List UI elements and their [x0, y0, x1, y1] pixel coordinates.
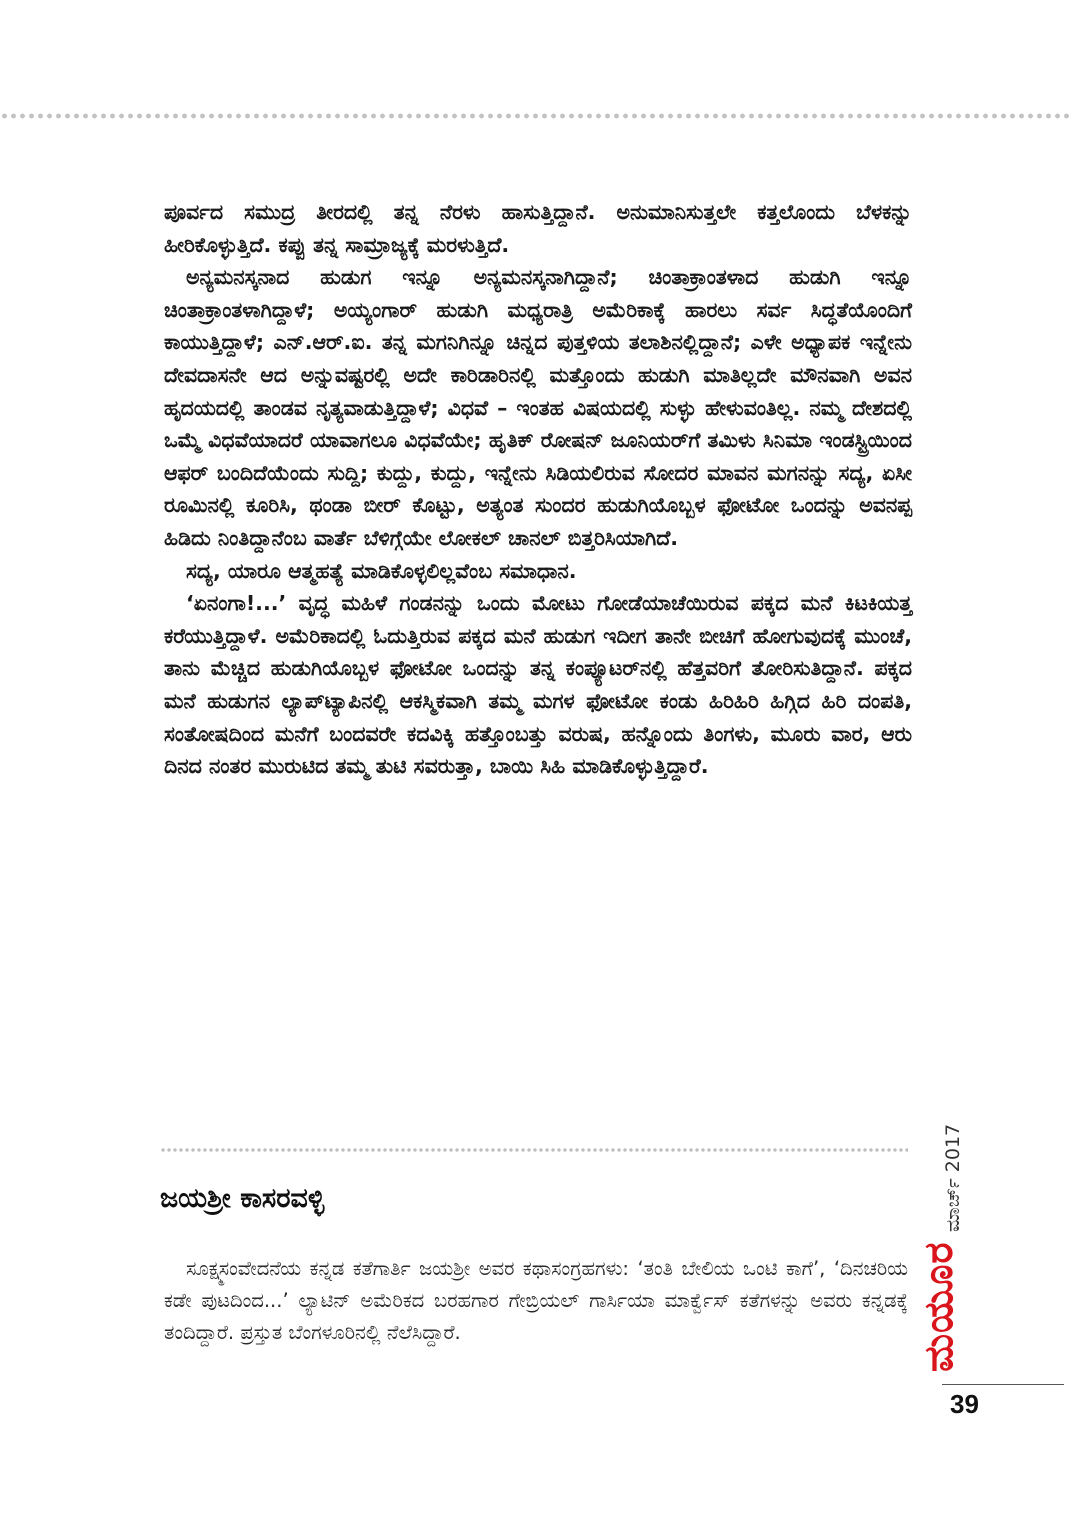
author-bio	[164, 1253, 908, 1349]
author-bio-text: ಸೂಕ್ಷ್ಮಸಂವೇದನೆಯ ಕನ್ನಡ ಕತೆಗಾರ್ತಿ ಜಯಶ್ರೀ ಅವರ ಕಥಾಸಂಗ್ರಹಗಳು: ‘ತಂತಿ ಬೇಲಿಯ ಒಂಟಿ ಕಾಗೆ’, ‘ದಿನಚರಿಯ ಕಡೇ ಪುಟದಿಂದ...’ ಲ್ಯಾಟಿನ್ ಅಮೆರಿಕದ ಬರಹಗಾರ ಗೇಬ್ರಿಯಲ್ ಗಾರ್ಸಿಯಾ ಮಾರ್ಕ್ವೆಸ್ ಕತೆಗಳನ್ನು ಅವರು ಕನ್ನಡಕ್ಕೆ ತಂದಿದ್ದಾರೆ. ಪ್ರಸ್ತುತ ಬೆಂಗಳೂರಿನಲ್ಲಿ ನೆಲೆಸಿದ್ದಾರೆ.	[164, 1257, 908, 1344]
magazine-logo: ಮಯೂರ	[916, 1241, 962, 1372]
issue-date: ಮಾರ್ಚ್ 2017	[942, 1123, 964, 1232]
page-number-rule	[942, 1384, 1064, 1385]
author-name: ಜಯಶ್ರೀ ಕಾಸರವಳ್ಳಿ	[160, 1183, 325, 1214]
article-paragraph: ಪೂರ್ವದ ಸಮುದ್ರ ತೀರದಲ್ಲಿ ತನ್ನ ನೆರಳು ಹಾಸುತ್ತಿದ್ದಾನೆ. ಅನುಮಾನಿಸುತ್ತಲೇ ಕತ್ತಲೊಂದು ಬೆಳಕನ್ನು ಹೀರಿಕೊಳ್ಳುತ್ತಿದೆ. ಕಪ್ಪು ತನ್ನ ಸಾಮ್ರಾಜ್ಯಕ್ಕೆ ಮರಳುತ್ತಿದೆ.	[164, 200, 912, 257]
author-dotted-divider	[160, 1147, 908, 1153]
page-number: 39	[950, 1389, 979, 1419]
article-paragraph: ಸದ್ಯ, ಯಾರೂ ಆತ್ಮಹತ್ಯೆ ಮಾಡಿಕೊಳ್ಳಲಿಲ್ಲವೆಂಬ ಸಮಾಧಾನ.	[186, 558, 577, 583]
article-body	[164, 196, 912, 783]
top-dotted-divider	[0, 112, 1072, 120]
article-paragraph: ಅನ್ಯಮನಸ್ಕನಾದ ಹುಡುಗ ಇನ್ನೂ ಅನ್ಯಮನಸ್ಕನಾಗಿದ್ದಾನೆ; ಚಿಂತಾಕ್ರಾಂತಳಾದ ಹುಡುಗಿ ಇನ್ನೂ ಚಿಂತಾಕ್ರಾಂತಳಾಗಿದ್ದಾಳೆ; ಅಯ್ಯಂಗಾರ್ ಹುಡುಗಿ ಮಧ್ಯರಾತ್ರಿ ಅಮೆರಿಕಾಕ್ಕೆ ಹಾರಲು ಸರ್ವ ಸಿದ್ಧತೆಯೊಂದಿಗೆ ಕಾಯುತ್ತಿದ್ದಾಳೆ; ಎನ್.ಆರ್.ಐ. ತನ್ನ ಮಗನಿಗಿನ್ನೂ ಚಿನ್ನದ ಪುತ್ತಳಿಯ ತಲಾಶಿನಲ್ಲಿದ್ದಾನೆ; ಎಳೇ ಅಧ್ಯಾಪಕ ಇನ್ನೇನು ದೇವದಾಸನೇ ಆದ ಅನ್ನುವಷ್ಟರಲ್ಲಿ ಅದೇ ಕಾರಿಡಾರಿನಲ್ಲಿ ಮತ್ತೊಂದು ಹುಡುಗಿ ಮಾತಿಲ್ಲದೇ ಮೌನವಾಗಿ ಅವನ ಹೃದಯದಲ್ಲಿ ತಾಂಡವ ನೃತ್ಯವಾಡುತ್ತಿದ್ದಾಳೆ; ವಿಧವೆ – ಇಂತಹ ವಿಷಯದಲ್ಲಿ ಸುಳ್ಳು ಹೇಳುವಂತಿಲ್ಲ. ನಮ್ಮ ದೇಶದಲ್ಲಿ ಒಮ್ಮೆ ವಿಧವೆಯಾದರೆ ಯಾವಾಗಲೂ ವಿಧವೆಯೇ; ಹೃತಿಕ್ ರೋಷನ್ ಜೂನಿಯರ್‌ಗೆ ತಮಿಳು ಸಿನಿಮಾ ಇಂಡಸ್ಟ್ರಿಯಿಂದ ಆಫರ್ ಬಂದಿದೆಯೆಂದು ಸುದ್ದಿ; ಕುದ್ದು, ಕುದ್ದು, ಇನ್ನೇನು ಸಿಡಿಯಲಿರುವ ಸೋದರ ಮಾವನ ಮಗನನ್ನು ಸದ್ಯ, ಏಸೀ ರೂಮಿನಲ್ಲಿ ಕೂರಿಸಿ, ಥಂಡಾ ಬೀರ್ ಕೊಟ್ಟು, ಅತ್ಯಂತ ಸುಂದರ ಹುಡುಗಿಯೊಬ್ಬಳ ಫೋಟೋ ಒಂದನ್ನು ಅವನಪ್ಪ ಹಿಡಿದು ನಿಂತಿದ್ದಾನೆಂಬ ವಾರ್ತೆ ಬೆಳಿಗ್ಗೆಯೇ ಲೋಕಲ್ ಚಾನಲ್ ಬಿತ್ತರಿಸಿಯಾಗಿದೆ.	[164, 265, 912, 550]
article-paragraph: ‘ಏನಂಗಾ!...’ ವೃದ್ಧ ಮಹಿಳೆ ಗಂಡನನ್ನು ಒಂದು ಮೋಟು ಗೋಡೆಯಾಚೆಯಿರುವ ಪಕ್ಕದ ಮನೆ ಕಿಟಕಿಯತ್ತ ಕರೆಯುತ್ತಿದ್ದಾಳೆ. ಅಮೆರಿಕಾದಲ್ಲಿ ಓದುತ್ತಿರುವ ಪಕ್ಕದ ಮನೆ ಹುಡುಗ ಇದೀಗ ತಾನೇ ಬೀಚಿಗೆ ಹೋಗುವುದಕ್ಕೆ ಮುಂಚೆ, ತಾನು ಮೆಚ್ಚಿದ ಹುಡುಗಿಯೊಬ್ಬಳ ಫೋಟೋ ಒಂದನ್ನು ತನ್ನ ಕಂಪ್ಯೂಟರ್‌ನಲ್ಲಿ ಹೆತ್ತವರಿಗೆ ತೋರಿಸುತಿದ್ದಾನೆ. ಪಕ್ಕದ ಮನೆ ಹುಡುಗನ ಲ್ಯಾಪ್‌ಟ್ಯಾಪಿನಲ್ಲಿ ಆಕಸ್ಮಿಕವಾಗಿ ತಮ್ಮ ಮಗಳ ಫೋಟೋ ಕಂಡು ಹಿರಿಹಿರಿ ಹಿಗ್ಗಿದ ಹಿರಿ ದಂಪತಿ, ಸಂತೋಷದಿಂದ ಮನೆಗೆ ಬಂದವರೇ ಕದವಿಕ್ಕಿ ಹತ್ತೊಂಬತ್ತು ವರುಷ, ಹನ್ನೊಂದು ತಿಂಗಳು, ಮೂರು ವಾರ, ಆರು ದಿನದ ನಂತರ ಮುರುಟಿದ ತಮ್ಮ ತುಟಿ ಸವರುತ್ತಾ, ಬಾಯಿ ಸಿಹಿ ಮಾಡಿಕೊಳ್ಳುತ್ತಿದ್ದಾರೆ.	[164, 591, 912, 779]
